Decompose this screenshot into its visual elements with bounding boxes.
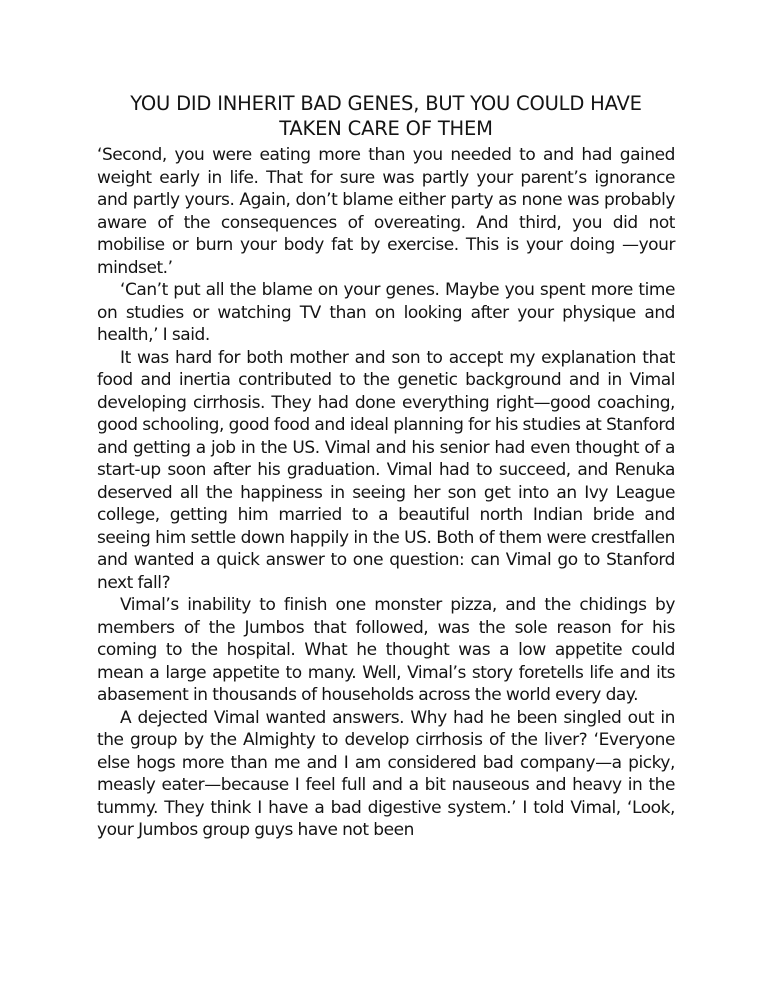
paragraph-1: ‘Second, you were eating more than you needed to and had gained weight early in life. That for sure was partly your parent’s ignorance and partly yours. Again, don’t blame either party as none was probably aware of the consequences of overeating. And third, you did not mobilise or burn your body fat by exercise. This is your doing —your mindset.’: [97, 145, 675, 278]
document-page: [97, 91, 675, 842]
paragraph-2: ‘Can’t put all the blame on your genes. Maybe you spent more time on studies or watching TV than on looking after your physique and health,’ I said.: [97, 280, 675, 345]
chapter-title-line-1: YOU DID INHERIT BAD GENES, BUT YOU COULD HAVE: [130, 92, 642, 115]
paragraph-4: Vimal’s inability to finish one monster pizza, and the chidings by members of the Jumbos that followed, was the sole reason for his coming to the hospital. What he thought was a low appetite could mean a large appetite to many. Well, Vimal’s story foretells life and its abasement in thousands of households across the world every day.: [97, 595, 675, 705]
chapter-title: [97, 91, 675, 141]
paragraph-5: A dejected Vimal wanted answers. Why had he been singled out in the group by the Almighty to develop cirrhosis of the liver? ‘Everyone else hogs more than me and I am considered bad company—a picky, measly eater—because I feel full and a bit nauseous and heavy in the tummy. They think I have a bad digestive system.’ I told Vimal, ‘Look, your Jumbos group guys have not been: [97, 707, 675, 840]
chapter-title-line-2: TAKEN CARE OF THEM: [279, 117, 493, 140]
paragraph-3: It was hard for both mother and son to accept my explanation that food and inertia contributed to the genetic background and in Vimal developing cirrhosis. They had done everything right—good coaching, good schooling, good food and ideal planning for his studies at Stanford and getting a job in the US. Vimal and his senior had even thought of a start-up soon after his graduation. Vimal had to succeed, and Renuka deserved all the happiness in seeing her son get into an Ivy League college, getting him married to a beautiful north Indian bride and seeing him settle down happily in the US. Both of them were crestfallen and wanted a quick answer to one question: can Vimal go to Stanford next fall?: [97, 347, 675, 593]
